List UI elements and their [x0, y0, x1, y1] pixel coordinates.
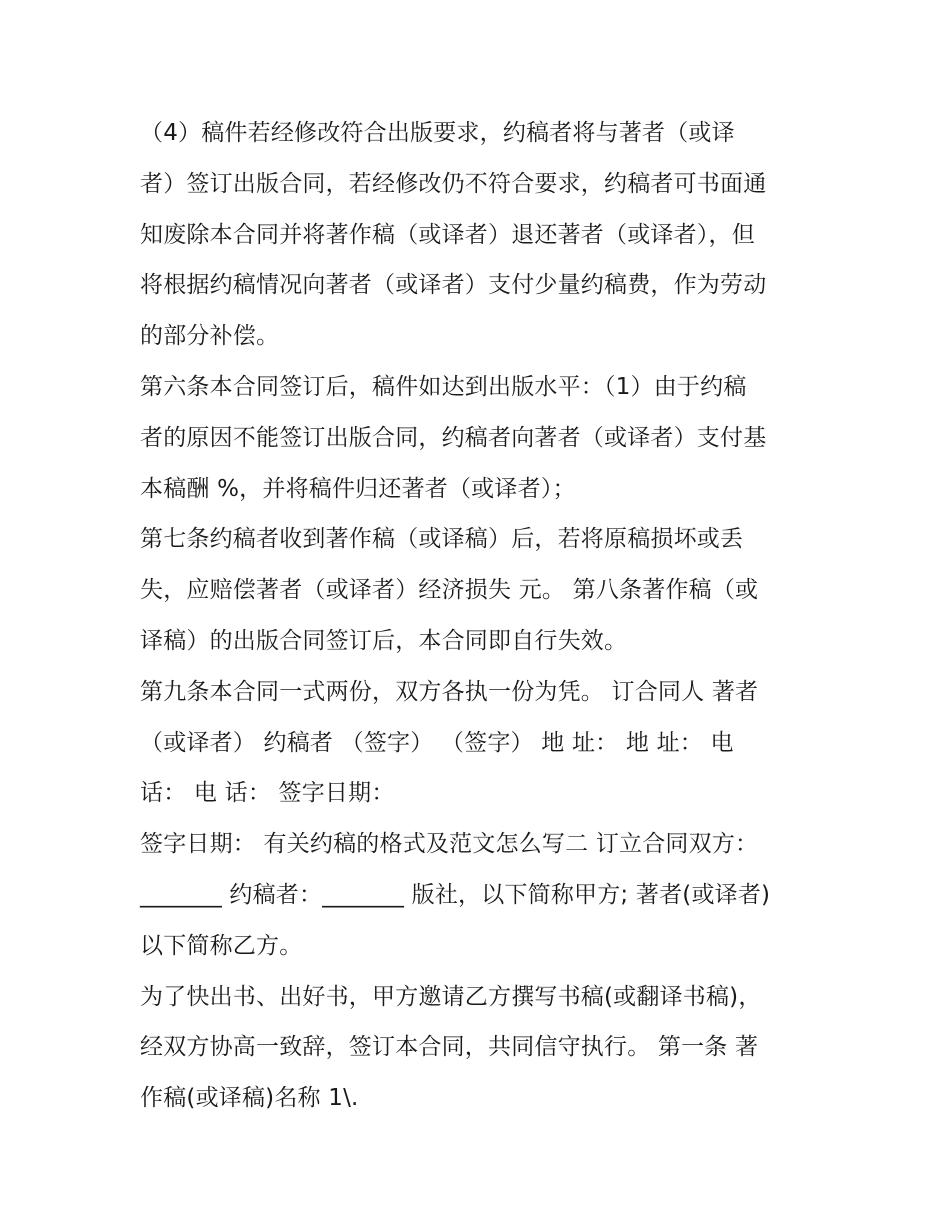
text-line: 译稿）的出版合同签订后，本合同即自行失效。 [140, 627, 628, 654]
text-line: 失，应赔偿著者（或译者）经济损失 元。 第八条著作稿（或 [140, 577, 759, 604]
text-line: 作稿(或译稿)名称 1\. [140, 1085, 359, 1112]
text-line: _______ 约稿者：_______ 版社，以下简称甲方; 著者(或译者) [140, 881, 771, 908]
text-line: 本稿酬 %，并将稿件归还著者（或译者）； [140, 475, 576, 502]
text-line: 将根据约稿情况向著者（或译者）支付少量约稿费，作为劳动 [140, 272, 767, 299]
text-line: （或译者） 约稿者 （签字） （签字） 地 址： 地 址： 电 [140, 729, 734, 756]
text-line: 经双方协高一致辞，签订本合同，共同信守执行。 第一条 著 [140, 1034, 759, 1061]
text-line: 为了快出书、出好书，甲方邀请乙方撰写书稿(或翻译书稿)， [140, 983, 762, 1010]
text-line: 以下简称乙方。 [140, 932, 303, 959]
text-line: 第六条本合同签订后，稿件如达到出版水平：（1）由于约稿 [140, 373, 747, 400]
text-line: 者的原因不能签订出版合同，约稿者向著者（或译者）支付基 [140, 424, 767, 451]
text-line: 者）签订出版合同，若经修改仍不符合要求，约稿者可书面通 [140, 170, 767, 197]
text-line: （4）稿件若经修改符合出版要求，约稿者将与著者（或译 [140, 120, 735, 146]
text-line: 的部分补偿。 [140, 323, 280, 350]
text-line: 第九条本合同一式两份，双方各执一份为凭。 订合同人 著者 [140, 678, 759, 705]
text-line: 话： 电 话： 签字日期： [140, 780, 395, 807]
text-line: 第七条约稿者收到著作稿（或译稿）后，若将原稿损坏或丢 [140, 526, 744, 553]
text-line: 签字日期： 有关约稿的格式及范文怎么写二 订立合同双方： [140, 831, 759, 858]
text-line: 知废除本合同并将著作稿（或译者）退还著者（或译者），但 [140, 221, 755, 248]
contract-text-body [140, 108, 820, 1124]
